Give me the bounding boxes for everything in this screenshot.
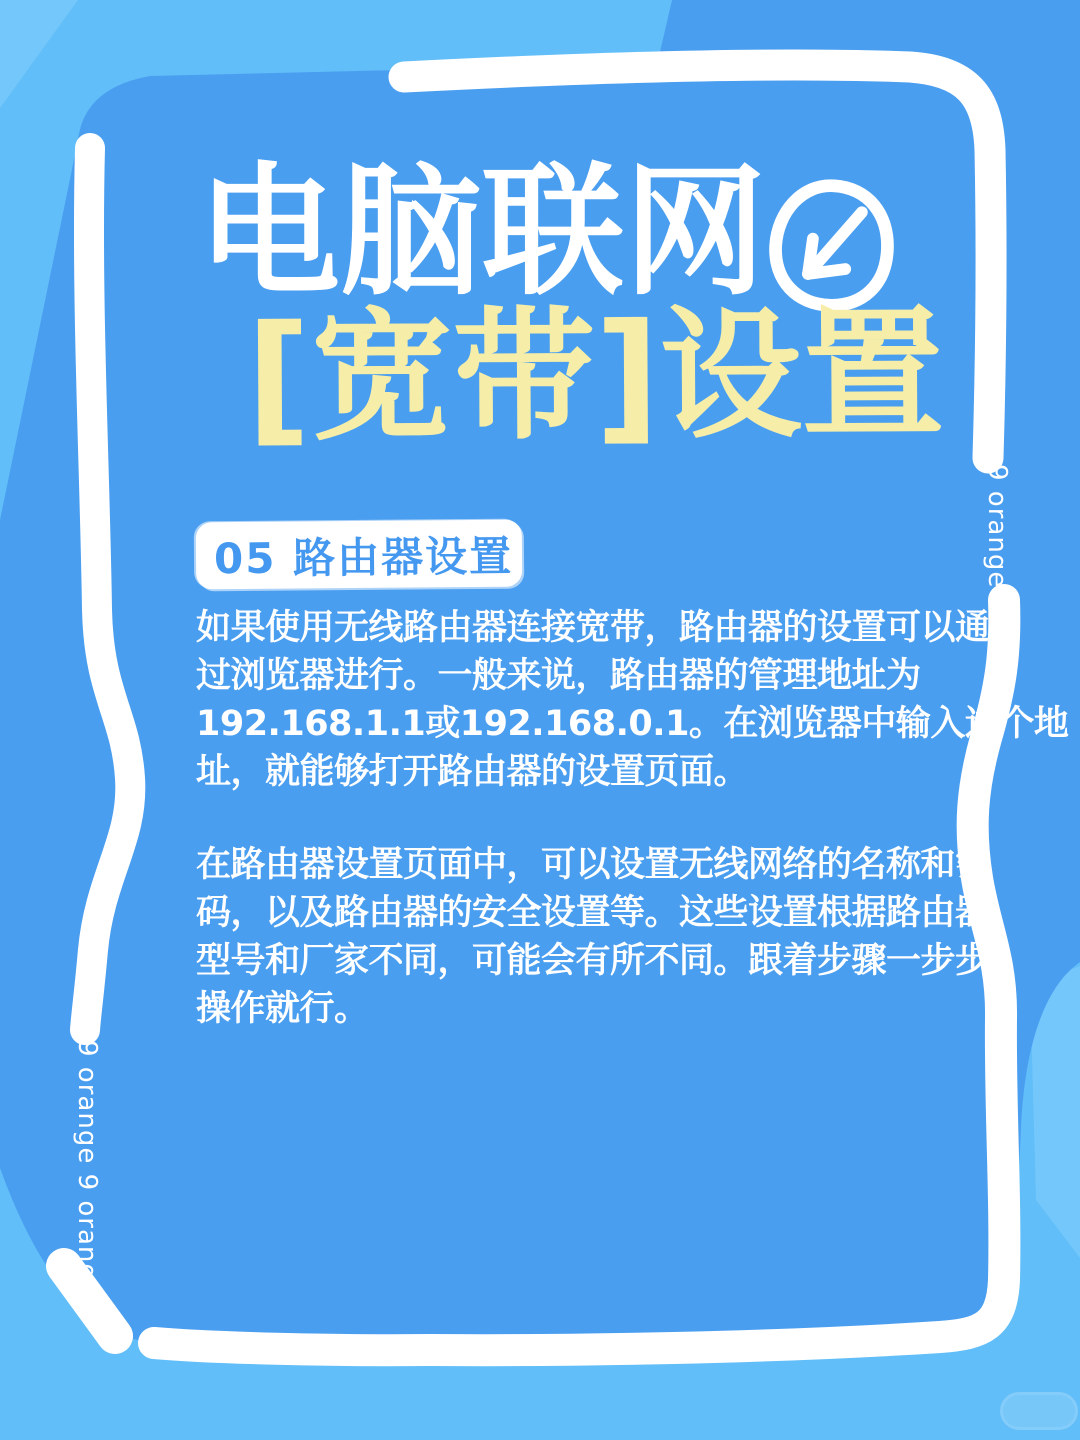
body-line: 型号和厂家不同，可能会有所不同。跟着步骤一步步 bbox=[196, 941, 990, 981]
bg-highlight-top-left bbox=[0, 0, 78, 108]
body-line: 192.168.1.1或192.168.0.1。在浏览器中输入这个地 bbox=[196, 704, 1069, 744]
vertical-watermark-right: 9 orange bbox=[982, 464, 1012, 589]
platform-watermark bbox=[1000, 1392, 1078, 1430]
vertical-watermark-left: 9 orange 9 orange bbox=[72, 1040, 102, 1298]
paragraph-1 bbox=[196, 604, 1069, 796]
page-title-line-2: [宽带]设置 bbox=[245, 292, 945, 461]
body-line: 码，以及路由器的安全设置等。这些设置根据路由器 bbox=[196, 893, 990, 933]
body-line: 址，就能够打开路由器的设置页面。 bbox=[196, 752, 749, 792]
body-line: 过浏览器进行。一般来说，路由器的管理地址为 bbox=[196, 656, 921, 696]
body-line: 在路由器设置页面中，可以设置无线网络的名称和密 bbox=[196, 845, 990, 885]
body-copy bbox=[196, 604, 1069, 1078]
body-line: 如果使用无线路由器连接宽带，路由器的设置可以通 bbox=[196, 608, 990, 648]
body-line: 操作就行。 bbox=[196, 989, 369, 1029]
page-title-line-1: 电脑联网 bbox=[198, 150, 766, 315]
section-badge bbox=[196, 520, 523, 590]
section-badge-label: 05 路由器设置 bbox=[213, 531, 514, 583]
paragraph-2 bbox=[196, 841, 990, 1033]
